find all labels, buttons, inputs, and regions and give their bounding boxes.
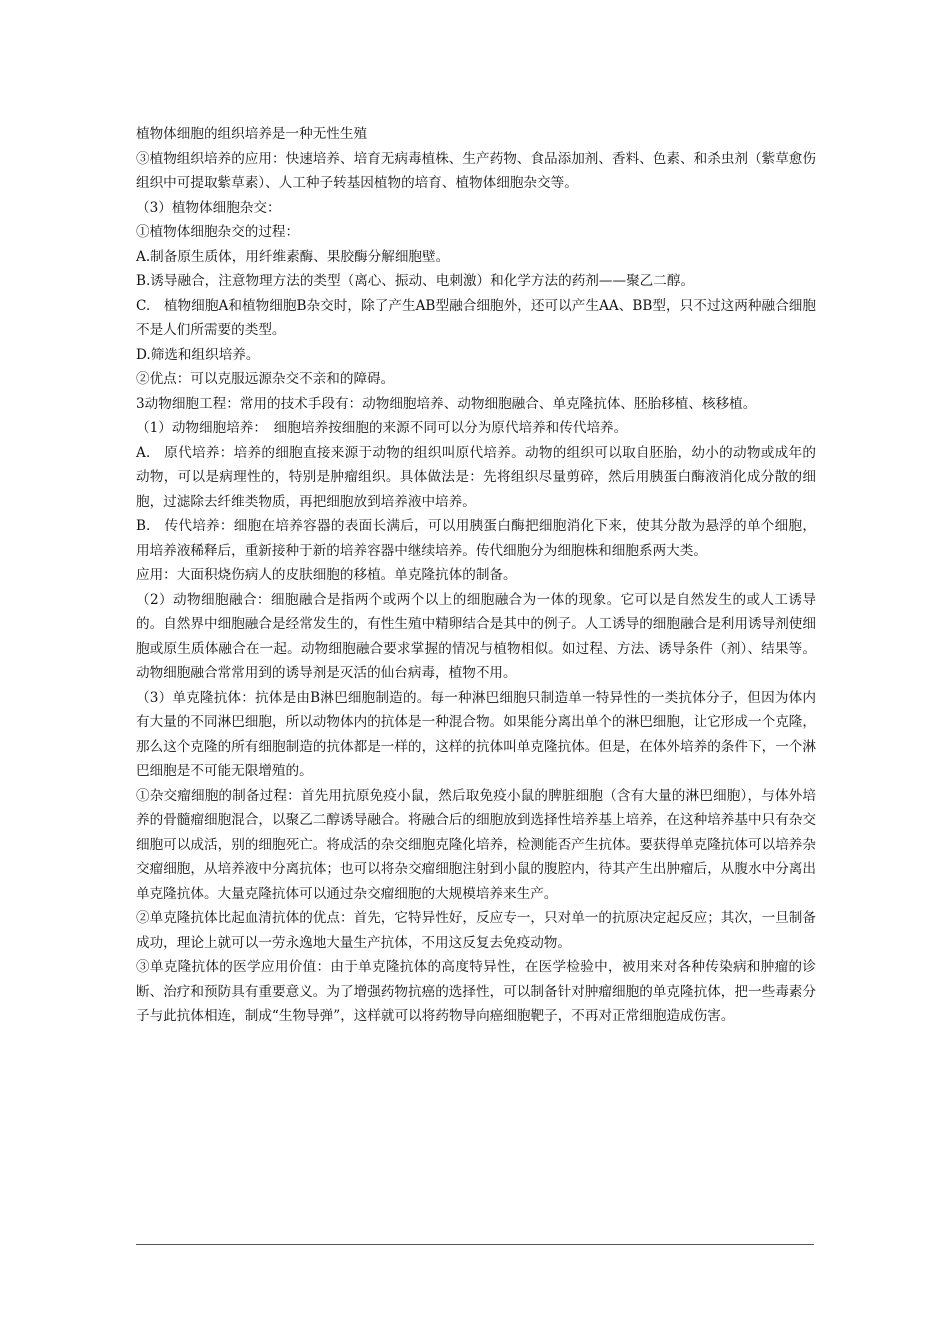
paragraph-hybridoma-preparation: ①杂交瘤细胞的制备过程：首先用抗原免疫小鼠，然后取免疫小鼠的脾脏细胞（含有大量的淋巴细胞），与体外培养的骨髓瘤细胞混合，以聚乙二醇诱导融合。将融合后的细胞放到选择性培养基上培养，在这种培养基中只有杂交细胞可以成活，别的细胞死亡。将成活的杂交细胞克隆化培养，检测能否产生抗体。要获得单克隆抗体可以培养杂交瘤细胞，从培养液中分离抗体；也可以将杂交瘤细胞注射到小鼠的腹腔内，待其产生出肿瘤后，从腹水中分离出单克隆抗体。大量克隆抗体可以通过杂交瘤细胞的大规模培养来生产。	[136, 787, 816, 902]
paragraph-hybridization-process: ①植物体细胞杂交的过程：	[136, 224, 300, 240]
paragraph-tissue-culture-applications: ③植物组织培养的应用：快速培养、培育无病毒植株、生产药物、食品添加剂、香料、色素、和杀虫剂（紫草愈伤组织中可提取紫草素）、人工种子转基因植物的培育、植物体细胞杂交等。	[136, 150, 816, 191]
paragraph-advantages: ②优点：可以克服远源杂交不亲和的障碍。	[136, 371, 395, 387]
paragraph-step-b: B.诱导融合，注意物理方法的类型（离心、振动、电刺激）和化学方法的药剂——聚乙二醇。	[136, 273, 695, 289]
paragraph-cell-fusion: （2）动物细胞融合：细胞融合是指两个或两个以上的细胞融合为一体的现象。它可以是自然发生的或人工诱导的。自然界中细胞融合是经常发生的，有性生殖中精卵结合是其中的例子。人工诱导的细胞融合是利用诱导剂使细胞或原生质体融合在一起。动物细胞融合要求掌握的情况与植物相似。如过程、方法、诱导条件（剂）、结果等。动物细胞融合常常用到的诱导剂是灭活的仙台病毒，植物不用。	[136, 591, 816, 681]
paragraph-monoclonal-antibody: （3）单克隆抗体：抗体是由B淋巴细胞制造的。每一种淋巴细胞只制造单一特异性的一类抗体分子，但因为体内有大量的不同淋巴细胞，所以动物体内的抗体是一种混合物。如果能分离出单个的淋巴细胞，让它形成一个克隆，那么这个克隆的所有细胞制造的抗体都是一样的，这样的抗体叫单克隆抗体。但是，在体外培养的条件下，一个淋巴细胞是不可能无限增殖的。	[136, 689, 816, 779]
document-body	[136, 122, 816, 1029]
paragraph-step-c: C. 植物细胞A和植物细胞B杂交时，除了产生AB型融合细胞外，还可以产生AA、BB型，只不过这两种融合细胞不是人们所需要的类型。	[136, 297, 816, 338]
paragraph-subculture: B. 传代培养：细胞在培养容器的表面长满后，可以用胰蛋白酶把细胞消化下来，使其分散为悬浮的单个细胞，用培养液稀释后，重新接种于新的培养容器中继续培养。传代细胞分为细胞株和细胞系两大类。	[136, 518, 816, 559]
heading-somatic-hybridization: （3）植物体细胞杂交：	[136, 199, 281, 216]
paragraph-tissue-culture-asexual: 植物体细胞的组织培养是一种无性生殖	[136, 126, 368, 142]
paragraph-step-a: A.制备原生质体，用纤维素酶、果胶酶分解细胞壁。	[136, 248, 450, 265]
paragraph-step-d: D.筛选和组织培养。	[136, 346, 260, 363]
paragraph-applications: 应用：大面积烧伤病人的皮肤细胞的移植。单克隆抗体的制备。	[136, 567, 517, 583]
paragraph-primary-culture: A. 原代培养：培养的细胞直接来源于动物的组织叫原代培养。动物的组织可以取自胚胎，幼小的动物或成年的动物，可以是病理性的，特别是肿瘤组织。具体做法是：先将组织尽量剪碎，然后用胰蛋白酶液消化成分散的细胞，过滤除去纤维类物质，再把细胞放到培养液中培养。	[136, 444, 816, 510]
heading-animal-cell-culture: （1）动物细胞培养： 细胞培养按细胞的来源不同可以分为原代培养和传代培养。	[136, 420, 628, 436]
paragraph-animal-cell-engineering: 3动物细胞工程：常用的技术手段有：动物细胞培养、动物细胞融合、单克隆抗体、胚胎移植、核移植。	[136, 395, 757, 412]
paragraph-medical-value: ③单克隆抗体的医学应用价值：由于单克隆抗体的高度特异性，在医学检验中，被用来对各种传染病和肿瘤的诊断、治疗和预防具有重要意义。为了增强药物抗癌的选择性，可以制备针对肿瘤细胞的单克隆抗体，把一些毒素分子与此抗体相连，制成“生物导弹”，这样就可以将药物导向癌细胞靶子，不再对正常细胞造成伤害。	[136, 959, 816, 1024]
paragraph-monoclonal-advantages: ②单克隆抗体比起血清抗体的优点：首先，它特异性好，反应专一，只对单一的抗原决定起反应；其次，一旦制备成功，理论上就可以一劳永逸地大量生产抗体，不用这反复去免疫动物。	[136, 910, 816, 951]
footer-divider	[136, 1244, 814, 1245]
